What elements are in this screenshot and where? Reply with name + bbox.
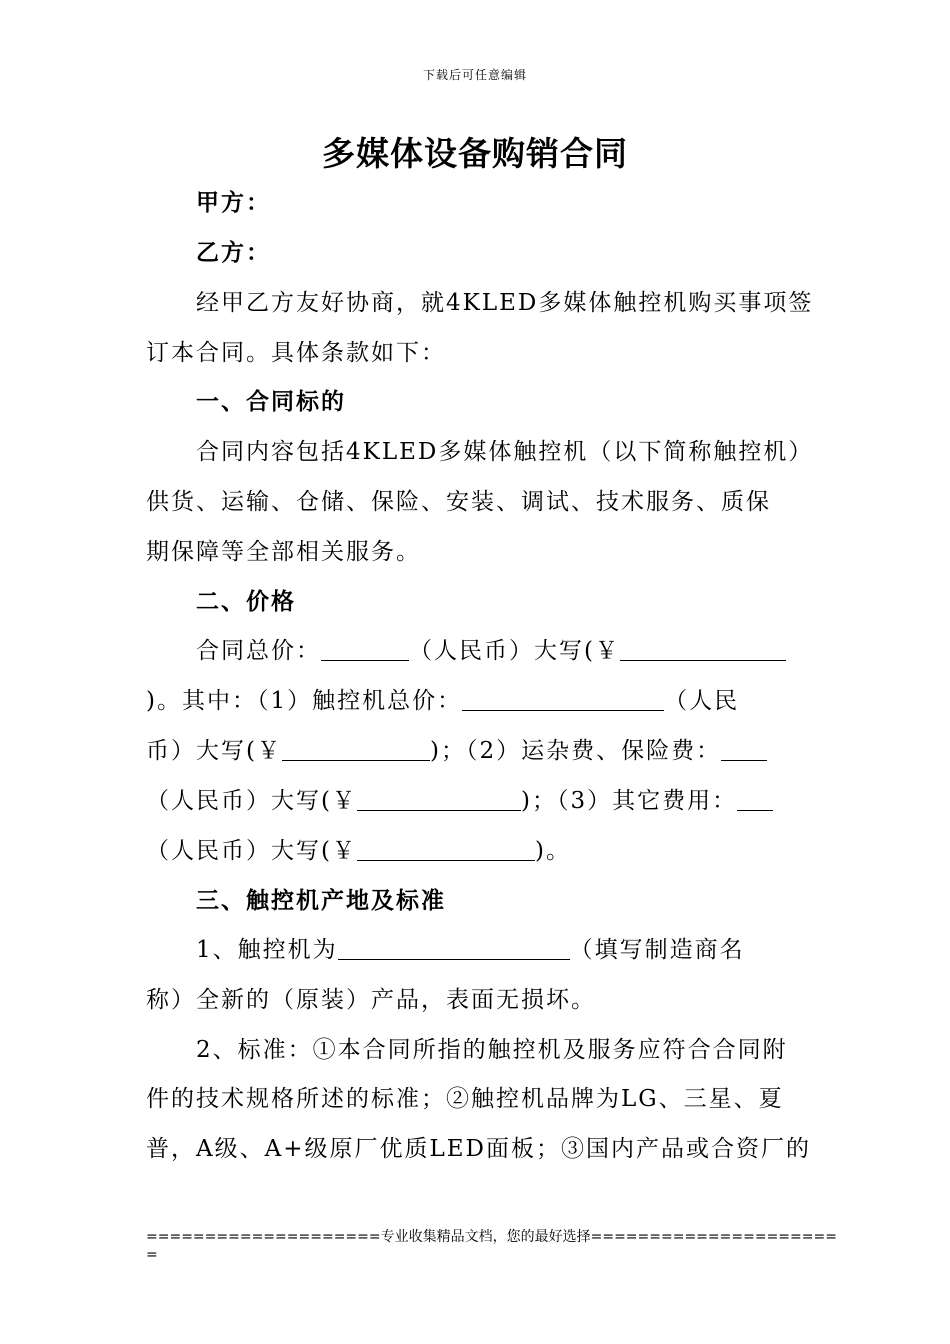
- device-price-rmb-label: （人民: [664, 688, 740, 714]
- section1-line-2: 供货、运输、仓储、保险、安装、调试、技术服务、质保: [146, 489, 771, 515]
- standard-line-3: 普，A级、A+级原厂优质LED面板；③国内产品或合资厂的: [146, 1136, 811, 1162]
- section3-heading: 三、触控机产地及标准: [196, 888, 446, 914]
- section1-heading: 一、合同标的: [196, 389, 346, 415]
- footer-left-rule: ====================: [146, 1229, 381, 1245]
- standard-line-2: 件的技术规格所述的标准；②触控机品牌为LG、三星、夏: [146, 1086, 784, 1112]
- standard-line-1: 2、标准：①本合同所指的触控机及服务应符合合同附: [196, 1037, 788, 1063]
- footer-right-rule: =====================: [590, 1229, 837, 1245]
- freight-fee-caps-blank[interactable]: [357, 788, 521, 811]
- origin-line-2: 称）全新的（原装）产品，表面无损坏。: [146, 987, 596, 1013]
- intro-line-1: 经甲乙方友好协商，就4KLED多媒体触控机购买事项签: [196, 290, 814, 316]
- total-price-blank[interactable]: [321, 638, 409, 661]
- other-fee-caps-label: （人民币）大写(￥: [146, 838, 357, 864]
- device-price-blank[interactable]: [462, 688, 664, 711]
- section1-line-3: 期保障等全部相关服务。: [146, 539, 421, 565]
- price-line-2: [146, 686, 806, 716]
- price-line-5: [146, 836, 806, 866]
- other-fee-caps-blank[interactable]: [357, 838, 535, 861]
- section1-line-1: 合同内容包括4KLED多媒体触控机（以下简称触控机）: [196, 439, 814, 465]
- manufacturer-hint: （填写制造商名: [569, 937, 745, 963]
- device-price-label: )。其中：（1）触控机总价：: [146, 688, 463, 714]
- price-line-1: [196, 636, 856, 666]
- total-price-label: 合同总价：: [196, 638, 321, 664]
- total-price-caps-label: （人民币）大写(￥: [409, 638, 620, 664]
- price-line-3: [146, 736, 806, 766]
- party-b-label: 乙方：: [196, 240, 271, 266]
- footer-text: 专业收集精品文档，您的最好选择: [380, 1229, 591, 1245]
- other-fee-label: )；（3）其它费用：: [520, 788, 738, 814]
- manufacturer-blank[interactable]: [338, 937, 570, 960]
- footer-line: [146, 1228, 837, 1246]
- freight-fee-label: )；（2）运杂费、保险费：: [429, 738, 722, 764]
- party-a-label: 甲方：: [196, 190, 271, 216]
- manufacturer-label: 1、触控机为: [196, 937, 338, 963]
- contract-title: 多媒体设备购销合同: [322, 134, 628, 173]
- price-line-4: [146, 786, 806, 816]
- freight-fee-caps-label: （人民币）大写(￥: [146, 788, 357, 814]
- footer-tail: =: [146, 1247, 158, 1263]
- other-fee-blank[interactable]: [737, 788, 773, 811]
- footer-banner: [146, 1228, 837, 1264]
- header-note: 下载后可任意编辑: [422, 68, 527, 82]
- device-price-caps-blank[interactable]: [282, 738, 430, 761]
- price-line-end: )。: [534, 838, 571, 864]
- total-price-caps-blank[interactable]: [620, 638, 786, 661]
- device-price-caps-label: 币）大写(￥: [146, 738, 282, 764]
- section2-heading: 二、价格: [196, 589, 296, 615]
- freight-fee-blank[interactable]: [721, 738, 767, 761]
- intro-line-2: 订本合同。具体条款如下：: [146, 340, 446, 366]
- origin-line-1: [196, 935, 856, 965]
